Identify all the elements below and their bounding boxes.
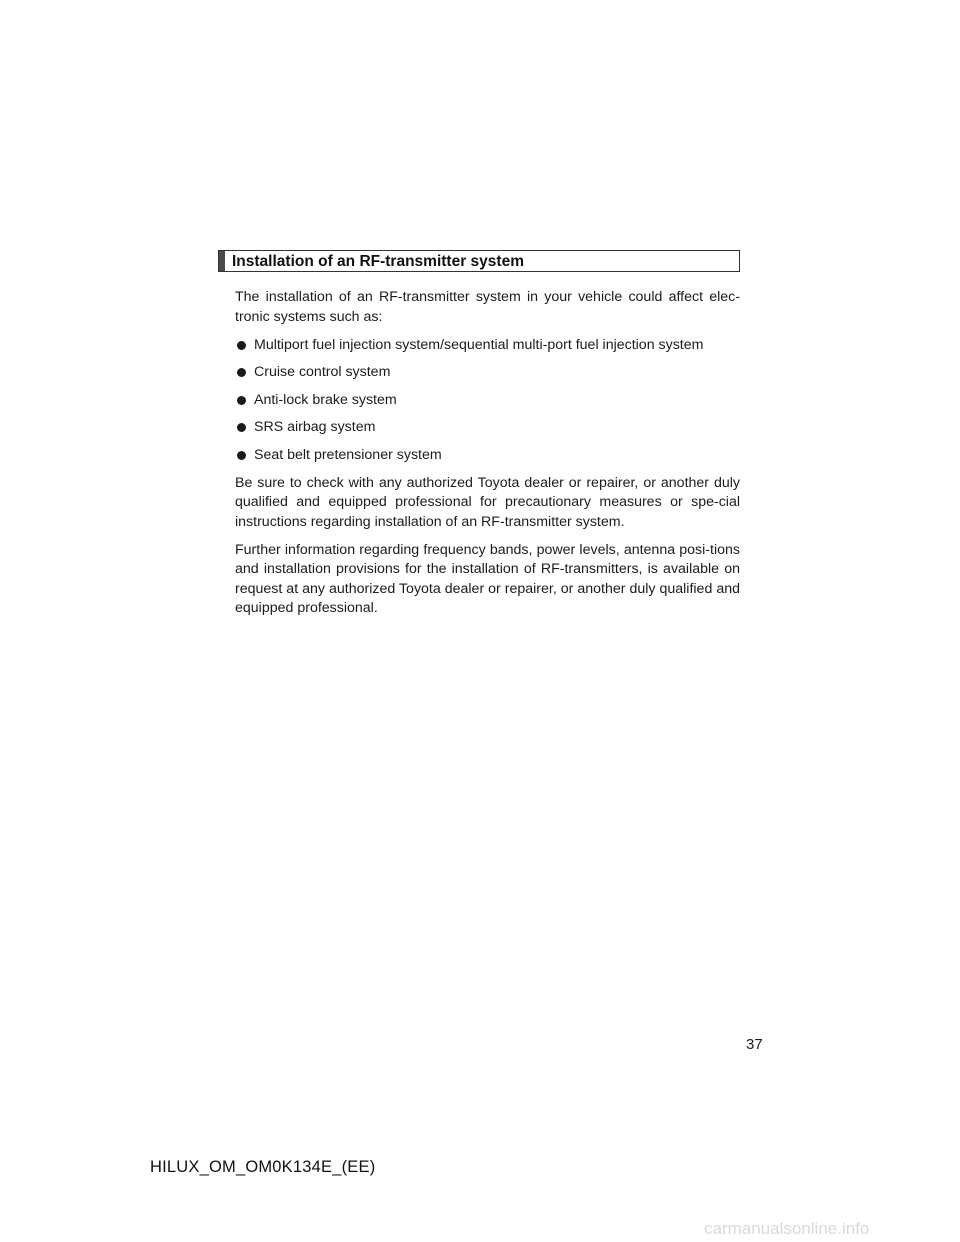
watermark: carmanualsonline.info bbox=[704, 1219, 870, 1238]
precaution-paragraph: Be sure to check with any authorized Toyota dealer or repairer, or another duly qualified and equipped professional for precautionary measures or spe-cial instructions regarding installation of an RF-transmitter system. bbox=[235, 474, 740, 530]
bullet-icon bbox=[237, 423, 246, 432]
list-item-text: SRS airbag system bbox=[254, 419, 376, 435]
footer-document-code: HILUX_OM_OM0K134E_(EE) bbox=[150, 1158, 376, 1176]
list-item bbox=[235, 336, 740, 356]
list-item-text: Anti-lock brake system bbox=[254, 391, 397, 408]
section-title: Installation of an RF-transmitter system bbox=[232, 253, 524, 270]
list-item-text: Seat belt pretensioner system bbox=[254, 446, 442, 463]
bullet-icon bbox=[237, 341, 246, 350]
bullet-icon bbox=[237, 368, 246, 377]
bullet-icon bbox=[237, 396, 246, 405]
list-item bbox=[235, 418, 740, 438]
intro-paragraph: The installation of an RF-transmitter system in your vehicle could affect elec-tronic systems such as: bbox=[235, 289, 740, 325]
list-item bbox=[235, 391, 740, 411]
body-content bbox=[235, 288, 740, 627]
further-info-paragraph: Further information regarding frequency bands, power levels, antenna posi-tions and installation provisions for the installation of RF-transmitters, is available on request at any authorized Toyota dealer or repairer, or another duly qualified and equipped professional. bbox=[235, 541, 740, 616]
page-number: 37 bbox=[746, 1036, 763, 1053]
section-header-bar bbox=[219, 251, 225, 271]
section-header bbox=[218, 250, 740, 272]
affected-systems-list bbox=[235, 336, 740, 466]
list-item-text: Multiport fuel injection system/sequential multi-port fuel injection system bbox=[254, 336, 704, 353]
bullet-icon bbox=[237, 451, 246, 460]
list-item bbox=[235, 363, 740, 383]
list-item-text: Cruise control system bbox=[254, 364, 391, 380]
list-item bbox=[235, 446, 740, 466]
